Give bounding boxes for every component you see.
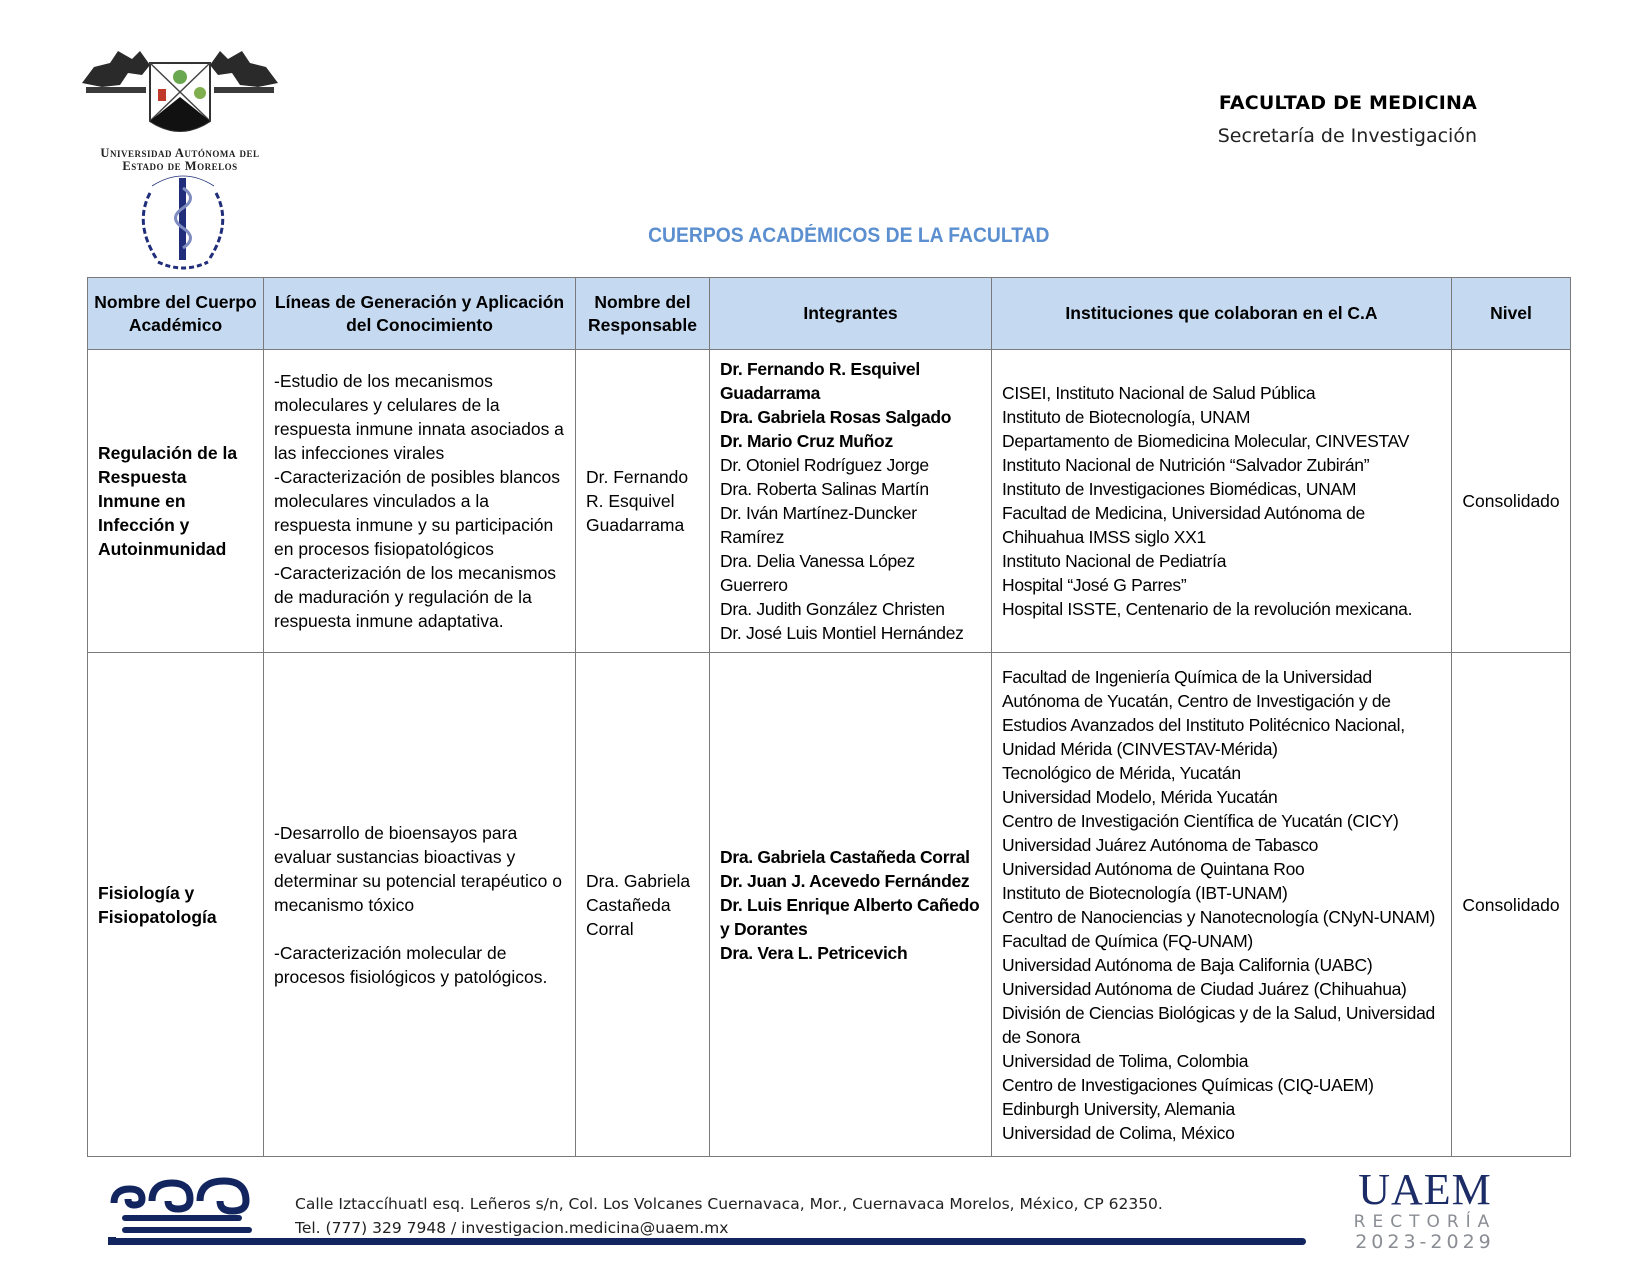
institution-item: Facultad de Química (FQ-UNAM) [1002, 930, 1253, 951]
col-header-name: Nombre del Cuerpo Académico [88, 278, 264, 350]
member-item: Dr. Luis Enrique Alberto Cañedo y Dorantes [720, 894, 980, 939]
institution-item: Hospital ISSTE, Centenario de la revolución mexicana. [1002, 599, 1413, 619]
institution-item: Instituto de Biotecnología, UNAM [1002, 407, 1251, 427]
crest-icon [80, 45, 280, 145]
members-cell [710, 653, 992, 1157]
institutions-cell [992, 350, 1452, 653]
col-header-institutions: Instituciones que colaboran en el C.A [992, 278, 1452, 350]
institution-item: Facultad de Ingeniería Química de la Universidad Autónoma de Yucatán, Centro de Investigación y de Estudios Avanzados del Instituto Politécnico Nacional, Unidad Mérida (CINVESTAV-Mérida) [1002, 666, 1405, 759]
institution-item: Universidad Juárez Autónoma de Tabasco [1002, 834, 1319, 855]
faculty-name: FACULTAD DE MEDICINA [1218, 92, 1477, 114]
member-item: Dra. Delia Vanessa López Guerrero [720, 551, 915, 595]
col-header-responsible: Nombre del Responsable [576, 278, 710, 350]
footer-divider [108, 1238, 1306, 1245]
col-header-members: Integrantes [710, 278, 992, 350]
university-name-line2: Estado de Morelos [122, 159, 238, 173]
level-cell: Consolidado [1452, 350, 1571, 653]
uaem-crest-logo [80, 45, 280, 173]
header-faculty-block [1218, 92, 1477, 147]
lines-cell [264, 350, 576, 653]
institution-item: Centro de Nanociencias y Nanotecnología (CNyN-UNAM) [1002, 906, 1436, 927]
member-item: Dra. Vera L. Petricevich [720, 942, 908, 963]
footer-address-block [295, 1192, 1163, 1238]
document-title: CUERPOS ACADÉMICOS DE LA FACULTAD [648, 224, 1050, 247]
uaem-brand: UAEM [1358, 1165, 1492, 1214]
lines-cell [264, 653, 576, 1157]
institution-item: Universidad Modelo, Mérida Yucatán [1002, 786, 1278, 807]
institution-item: Instituto de Biotecnología (IBT-UNAM) [1002, 882, 1288, 903]
ca-name-cell: Regulación de la Respuesta Inmune en Infección y Autoinmunidad [88, 350, 264, 653]
member-item: Dra. Gabriela Rosas Salgado [720, 407, 952, 427]
member-item: Dr. Fernando R. Esquivel Guadarrama [720, 359, 920, 403]
rectoria-label: RECTORÍA [1353, 1212, 1497, 1232]
member-item: Dr. José Luis Montiel Hernández [720, 623, 964, 643]
institutions-cell [992, 653, 1452, 1157]
responsible-cell: Dra. Gabriela Castañeda Corral [576, 653, 710, 1157]
lines-text: -Desarrollo de bioensayos para evaluar sustancias bioactivas y determinar su potencial terapéutico o mecanismo tóxico -Caracterización molecular de procesos fisiológicos y patológicos. [274, 822, 562, 987]
institution-item: Universidad Autónoma de Quintana Roo [1002, 858, 1305, 879]
institution-item: Instituto Nacional de Pediatría [1002, 551, 1227, 571]
institution-item: CISEI, Instituto Nacional de Salud Pública [1002, 383, 1316, 403]
aztec-scroll-icon [108, 1175, 263, 1245]
table-header-row [88, 278, 1571, 350]
footer-glyph-logo [108, 1175, 263, 1245]
institution-item: Instituto de Investigaciones Biomédicas, UNAM [1002, 479, 1357, 499]
member-item: Dr. Juan J. Acevedo Fernández [720, 870, 970, 891]
table-row [88, 350, 1571, 653]
institution-item: Hospital “José G Parres” [1002, 575, 1187, 595]
table-row [88, 653, 1571, 1157]
footer-address: Calle Iztaccíhuatl esq. Leñeros s/n, Col. Los Volcanes Cuernavaca, Mor., Cuernavaca Morelos, México, CP 62350. [295, 1195, 1163, 1213]
university-name-line1: Universidad Autónoma del [100, 146, 260, 160]
member-item: Dra. Gabriela Castañeda Corral [720, 846, 970, 867]
member-item: Dr. Mario Cruz Muñoz [720, 431, 893, 451]
col-header-level: Nivel [1452, 278, 1571, 350]
institution-item: Universidad Autónoma de Ciudad Juárez (Chihuahua) [1002, 978, 1407, 999]
institution-item: Departamento de Biomedicina Molecular, CINVESTAV [1002, 431, 1410, 451]
institution-item: Edinburgh University, Alemania [1002, 1098, 1235, 1119]
institution-item: Instituto Nacional de Nutrición “Salvador Zubirán” [1002, 455, 1370, 475]
department-name: Secretaría de Investigación [1217, 125, 1477, 147]
member-item: Dr. Iván Martínez-Duncker Ramírez [720, 503, 917, 547]
lines-text: -Estudio de los mecanismos moleculares y celulares de la respuesta inmune innata asociados a las infecciones virales -Caracterización de posibles blancos moleculares vinculados a la respuesta inmune y su participación en procesos fisiopatológicos -Caracterización de los mecanismos de maduración y regulación de la respuesta inmune adaptativa. [274, 371, 564, 631]
academic-bodies-table [87, 277, 1571, 1157]
member-item: Dr. Otoniel Rodríguez Jorge [720, 455, 929, 475]
col-header-lines: Líneas de Generación y Aplicación del Conocimiento [264, 278, 576, 350]
responsible-cell: Dr. Fernando R. Esquivel Guadarrama [576, 350, 710, 653]
member-item: Dra. Roberta Salinas Martín [720, 479, 929, 499]
faculty-seal-logo [128, 168, 238, 273]
level-cell: Consolidado [1452, 653, 1571, 1157]
institution-item: Centro de Investigación Científica de Yucatán (CICY) [1002, 810, 1399, 831]
caduceus-laurel-icon [128, 168, 238, 273]
footer-contact[interactable]: Tel. (777) 329 7948 / investigacion.medicina@uaem.mx [295, 1219, 729, 1237]
institution-item: Tecnológico de Mérida, Yucatán [1002, 762, 1241, 783]
ca-name-cell: Fisiología y Fisiopatología [88, 653, 264, 1157]
institution-item: Centro de Investigaciones Químicas (CIQ-UAEM) [1002, 1074, 1374, 1095]
institution-item: Universidad de Colima, México [1002, 1122, 1235, 1143]
member-item: Dra. Judith González Christen [720, 599, 945, 619]
institution-item: División de Ciencias Biológicas y de la Salud, Universidad de Sonora [1002, 1002, 1435, 1047]
institution-item: Universidad Autónoma de Baja California (UABC) [1002, 954, 1373, 975]
rectoria-years: 2023-2029 [1355, 1231, 1495, 1253]
members-cell [710, 350, 992, 653]
uaem-rectoria-logo [1330, 1165, 1520, 1253]
institution-item: Facultad de Medicina, Universidad Autónoma de Chihuahua IMSS siglo XX1 [1002, 503, 1365, 547]
institution-item: Universidad de Tolima, Colombia [1002, 1050, 1249, 1071]
